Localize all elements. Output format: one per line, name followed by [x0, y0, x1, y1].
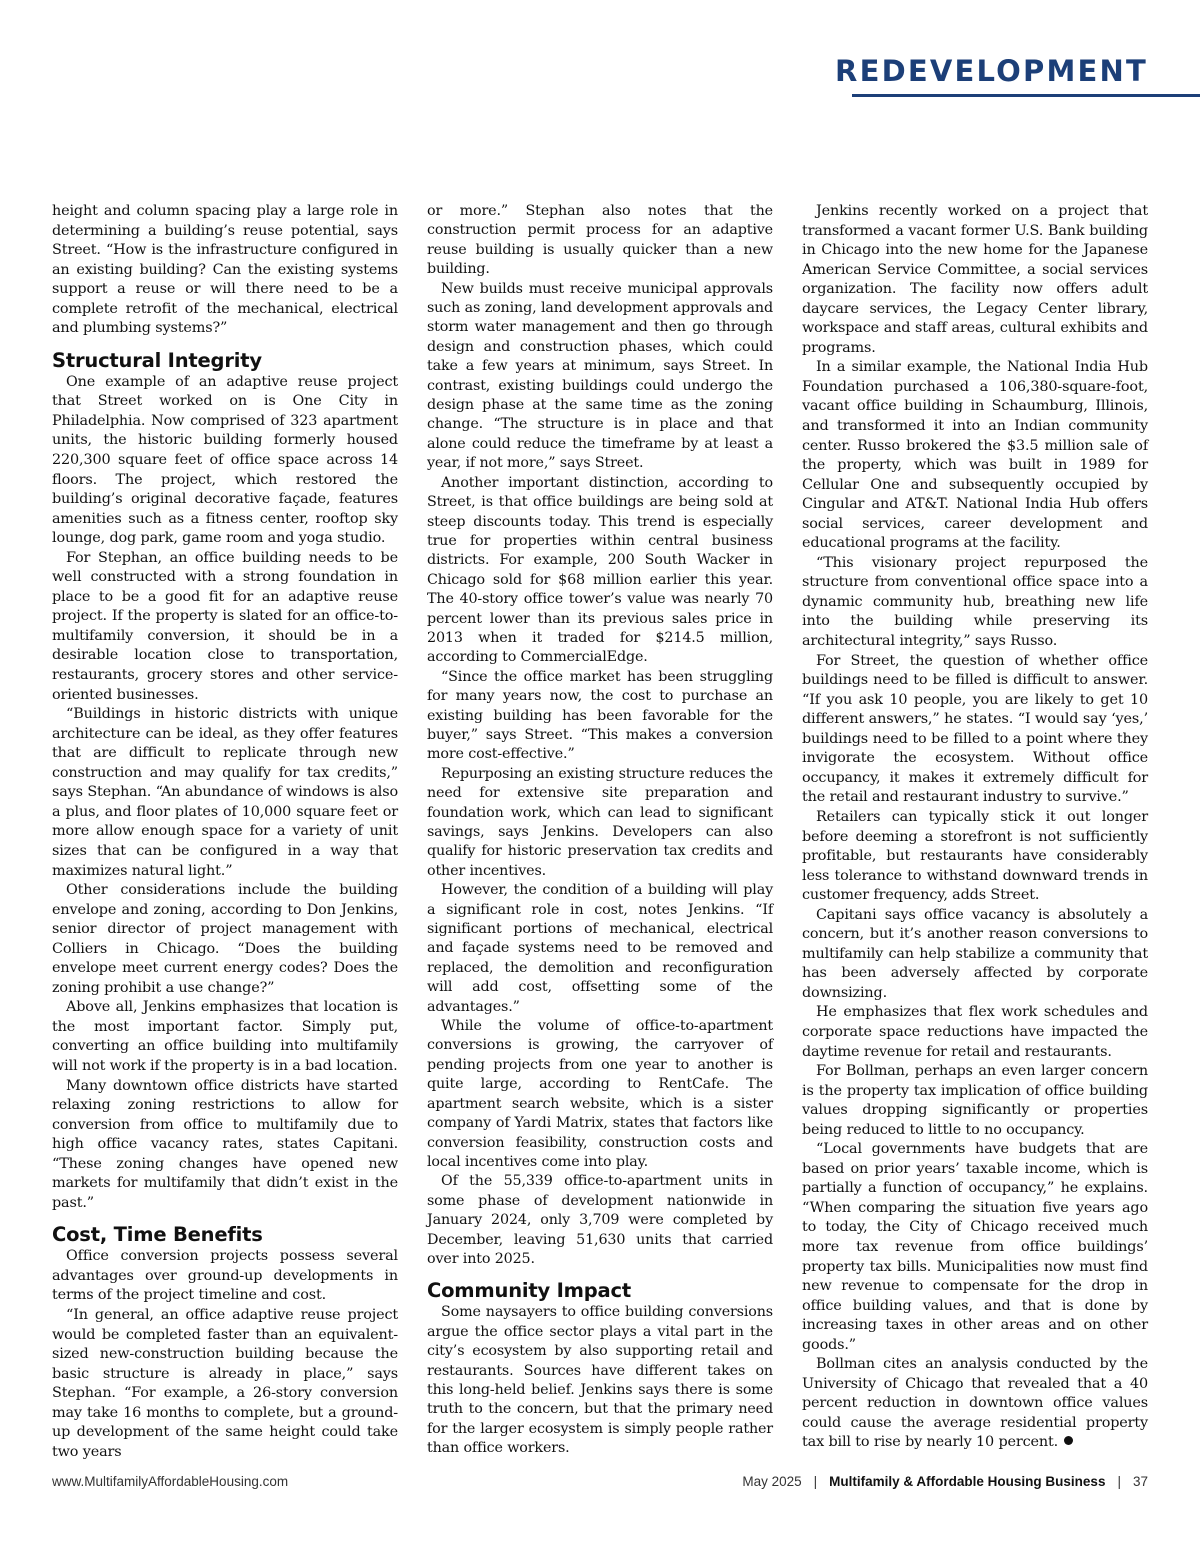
paragraph-text: “Buildings in historic districts with unique architecture can be ideal, as they offer features that are difficult to replicate through new construction and may qualify for tax credits,” says Stephan. “An abundance of windows is also a plus, and floor plates of 10,000 square feet or more allow enough space for a variety of unit sizes that can be configured in a way that maximizes natural light.”	[52, 706, 398, 879]
paragraph-text: One example of an adaptive reuse project that Street worked on is One City in Philadelphia. Now comprised of 323 apartment units, the historic building formerly housed 220,300 square feet of office space across 14 floors. The project, which restored the building’s original decorative façade, features amenities such as a fitness center, rooftop sky lounge, dog park, game room and yoga studio.	[52, 373, 398, 547]
paragraph-text: Of the 55,339 office-to-apartment units in some phase of development nationwide in January 2024, only 3,709 were completed by December, leaving 51,630 units that carried over into 2025.	[427, 1173, 773, 1267]
section-heading	[427, 1279, 773, 1303]
paragraph-text: For Bollman, perhaps an even larger concern is the property tax implication of office building values dropping significantly or properties being reduced to little to no occupancy.	[802, 1063, 1148, 1138]
section-heading	[52, 349, 398, 373]
footer-issue-date: May 2025	[742, 1474, 802, 1489]
article-paragraph	[427, 765, 773, 881]
footer-website-url: www.MultifamilyAffordableHousing.com	[52, 1474, 289, 1489]
footer-publication-name: Multifamily & Affordable Housing Business	[829, 1474, 1106, 1489]
article-paragraph	[802, 554, 1148, 652]
paragraph-text: New builds must receive municipal approvals such as zoning, land development approvals and storm water management and then go through design and construction phases, which could take a few years at minimum, says Street. In contrast, existing buildings could undergo the design phase at the same time as the zoning change. “The structure is in place and that alone could reduce the timeframe by at least a year, if not more,” says Street.	[427, 280, 773, 472]
article-column-2	[427, 202, 773, 1459]
paragraph-text: Jenkins recently worked on a project that transformed a vacant former U.S. Bank building in Chicago into the new home for the Japanese American Service Committee, a social services organization. The facility now offers adult daycare services, the Legacy Center library, workspace and staff areas, cultural exhibits and programs.	[802, 203, 1148, 356]
paragraph-text: Bollman cites an analysis conducted by the University of Chicago that revealed that a 40 percent reduction in downtown office values could cause the average residential property tax bill to rise by nearly 10 percent.	[802, 1356, 1148, 1451]
article-paragraph	[802, 808, 1148, 906]
paragraph-text: Repurposing an existing structure reduces the need for extensive site preparation and foundation work, which can lead to significant savings, says Jenkins. Developers can also qualify for historic preservation tax credits and other incentives.	[427, 765, 773, 879]
article-paragraph	[802, 358, 1148, 553]
paragraph-text: While the volume of office-to-apartment conversions is growing, the carryover of pending projects from one year to another is quite large, according to RentCafe. The apartment search website, which is a sister company of Yardi Matrix, states that factors like conversion feasibility, construction costs and local incentives come into play.	[427, 1018, 773, 1170]
paragraph-text: height and column spacing play a large role in determining a building’s reuse potential, says Street. “How is the infrastructure configured in an existing building? Can the existing systems support a reuse or will there need to be a complete retrofit of the mechanical, electrical and plumbing systems?”	[52, 203, 398, 337]
footer-divider: |	[1117, 1474, 1121, 1489]
article-paragraph	[802, 1062, 1148, 1140]
paragraph-text: Retailers can typically stick it out longer before deeming a storefront is not sufficiently profitable, but restaurants have considerably less tolerance to withstand downward trends in customer frequency, adds Street.	[802, 808, 1148, 904]
header-rule	[852, 94, 1200, 97]
article-paragraph	[52, 373, 398, 549]
article-paragraph	[52, 549, 398, 705]
article-paragraph	[427, 1017, 773, 1172]
paragraph-text: For Street, the question of whether office buildings need to be filled is difficult to answer. “If you ask 10 people, you are likely to get 10 different answers,” he states. “I would say ‘yes,’ buildings need to be filled to a point where they invigorate the ecosystem. Without office occupancy, it makes it extremely difficult for the retail and restaurant industry to survive.”	[802, 652, 1148, 806]
paragraph-text: However, the condition of a building will play a significant role in cost, notes Jenkins. “If significant portions of mechanical, electrical and façade systems need to be removed and replaced, the demolition and reconfiguration will add cost, offsetting some of the advantages.”	[427, 882, 773, 1015]
footer-divider: |	[813, 1474, 818, 1489]
paragraph-text: Many downtown office districts have started relaxing zoning restrictions to allow for conversion from office to multifamily due to high office vacancy rates, states Capitani. “These zoning changes have opened new markets for multifamily that didn’t exist in the past.”	[52, 1077, 398, 1211]
article-paragraph	[427, 202, 773, 280]
article-paragraph	[52, 1306, 398, 1462]
article-paragraph	[427, 1172, 773, 1269]
article-paragraph	[52, 705, 398, 881]
article-paragraph	[802, 1140, 1148, 1355]
paragraph-text: Office conversion projects possess several advantages over ground-up developments in terms of the project timeline and cost.	[52, 1248, 398, 1304]
article-paragraph	[52, 1247, 398, 1306]
paragraph-text: Above all, Jenkins emphasizes that location is the most important factor. Simply put, converting an office building into multifamily will not work if the property is in a bad location.	[52, 999, 398, 1074]
section-header: REDEVELOPMENT	[835, 54, 1148, 88]
article-paragraph	[52, 202, 398, 339]
article-paragraph	[802, 652, 1148, 808]
end-of-article-mark	[1064, 1436, 1073, 1445]
footer-page-number: 37	[1132, 1474, 1148, 1489]
paragraph-text: Some naysayers to office building conversions argue the office sector plays a vital part in the city’s ecosystem by also supporting retail and restaurants. Sources have different takes on this long-held belief. Jenkins says there is some truth to the concern, but that the primary need for the larger ecosystem is simply people rather than office workers.	[427, 1304, 773, 1457]
paragraph-text: “This visionary project repurposed the structure from conventional office space into a dynamic community hub, breathing new life into the building while preserving its architectural integrity,” says Russo.	[802, 554, 1148, 650]
heading-text: Structural Integrity	[52, 348, 262, 372]
page-footer	[52, 1474, 1148, 1494]
paragraph-text: “In general, an office adaptive reuse project would be completed faster than an equivalent-sized new-construction building because the basic structure is already in place,” says Stephan. “For example, a 26-story conversion may take 16 months to complete, but a ground-up development of the same height could take two years	[52, 1306, 398, 1460]
paragraph-text: He emphasizes that flex work schedules and corporate space reductions have impacted the daytime revenue for retail and restaurants.	[802, 1004, 1148, 1060]
paragraph-text: Other considerations include the building envelope and zoning, according to Don Jenkins, senior director of project management with Colliers in Chicago. “Does the building envelope meet current energy codes? Does the zoning prohibit a use change?”	[52, 882, 398, 996]
paragraph-text: Another important distinction, according to Street, is that office buildings are being sold at steep discounts today. This trend is especially true for properties within central business districts. For example, 200 South Wacker in Chicago sold for $68 million earlier this year. The 40-story office tower’s value was nearly 70 percent lower than its previous sales price in 2013 when it traded for $214.5 million, according to CommercialEdge.	[427, 474, 773, 666]
article-paragraph	[427, 1303, 773, 1458]
footer-right-group	[742, 1474, 1148, 1489]
article-paragraph	[52, 881, 398, 998]
paragraph-text: In a similar example, the National India Hub Foundation purchased a 106,380-square-foot, vacant office building in Schaumburg, Illinois, and transformed it into an Indian community center. Russo brokered the $3.5 million sale of the property, which was built in 1989 for Cellular One and subsequently occupied by Cingular and AT&T. National India Hub offers social services, career development and educational programs at the facility.	[802, 359, 1148, 552]
article-paragraph	[802, 1003, 1148, 1062]
article-paragraph	[52, 1077, 398, 1214]
article-paragraph	[802, 1355, 1148, 1453]
article-paragraph	[802, 202, 1148, 358]
paragraph-text: Capitani says office vacancy is absolutely a concern, but it’s another reason conversions to multifamily can help stabilize a community that has been adversely affected by corporate downsizing.	[802, 906, 1148, 1001]
section-heading	[52, 1223, 398, 1247]
article-paragraph	[427, 474, 773, 668]
article-paragraph	[802, 906, 1148, 1004]
heading-text: Cost, Time Benefits	[52, 1223, 263, 1247]
article-paragraph	[427, 280, 773, 474]
paragraph-text: “Local governments have budgets that are based on prior years’ taxable income, which is partially a function of occupancy,” he explains. “When comparing the situation five years ago to today, the City of Chicago received much more tax revenue from office buildings’ property tax bills. Municipalities now must find new revenue to compensate for the drop in office building values, and that is done by increasing taxes in other areas and on other goods.”	[802, 1141, 1148, 1353]
article-paragraph	[52, 998, 398, 1076]
heading-text: Community Impact	[427, 1279, 631, 1303]
article-column-3	[802, 202, 1148, 1453]
paragraph-text: “Since the office market has been struggling for many years now, the cost to purchase an existing building has been favorable for the buyer,” says Street. “This makes a conversion more cost-effective.”	[427, 668, 773, 763]
paragraph-text: For Stephan, an office building needs to be well constructed with a strong foundation in place to be a good fit for an adaptive reuse project. If the property is slated for an office-to-multifamily conversion, it should be in a desirable location close to transportation, restaurants, grocery stores and other service-oriented businesses.	[52, 549, 398, 703]
article-paragraph	[427, 668, 773, 765]
article-column-1	[52, 202, 398, 1462]
paragraph-text: or more.” Stephan also notes that the construction permit process for an adaptive reuse building is usually quicker than a new building.	[427, 203, 773, 278]
article-paragraph	[427, 881, 773, 1017]
